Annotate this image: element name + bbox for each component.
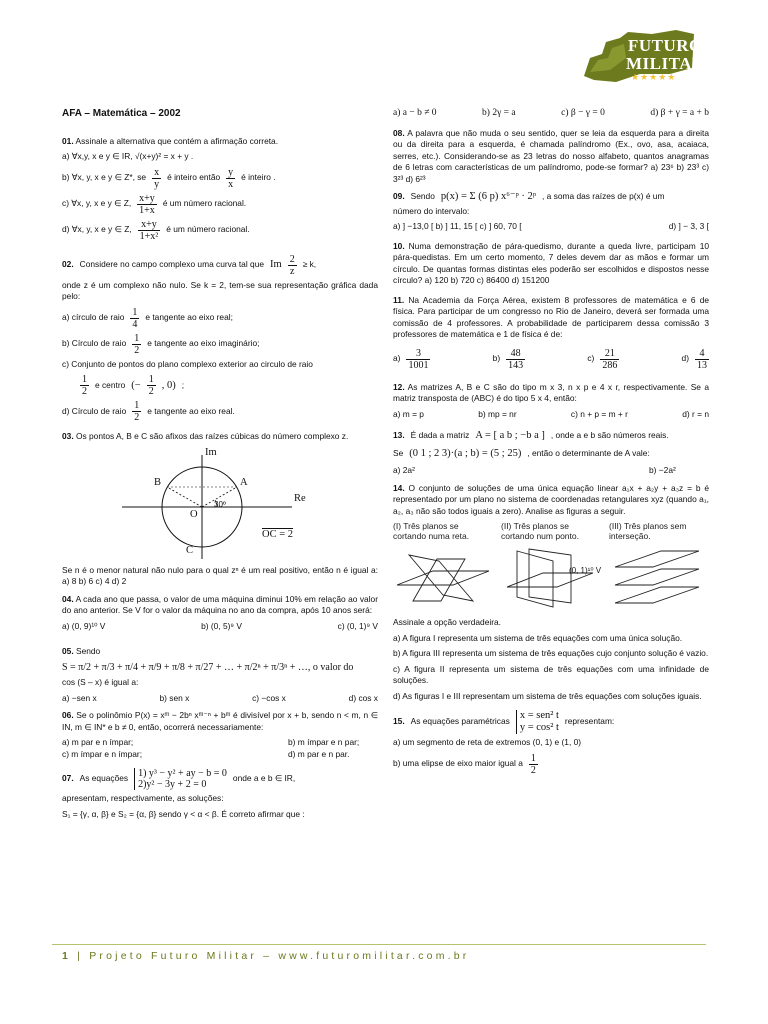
question-number: 02. — [62, 259, 74, 270]
question-text: Numa demonstração de pára-quedismo, durante a queda livre, participam 10 pára-quedistas. Em um certo momento, 7 deles devem dar as mãos e formar um círculo. De quantas formas distintas eles poderão ser escolhidos e dispostos nesse círculo? a) 120 b) 720 c) 86400 d) 151200 — [393, 240, 710, 285]
q02-stem-post: ≥ k, — [302, 259, 317, 270]
parametric-system — [516, 710, 559, 734]
fraction: $\frac{y}{x}$ — [228, 166, 234, 190]
fraction: $\frac{1}{2}$ — [134, 332, 140, 356]
footer-text: | Projeto Futuro Militar – www.futuromilitar.com.br — [77, 950, 470, 962]
fraction: $\frac{1}{4}$ — [132, 306, 138, 330]
question-text: As matrizes A, B e C são do tipo m x 3, n x p e 4 x r, respectivamente. Se a matriz transposta de (ABC) é do tipo 5 x 4, então: — [393, 381, 710, 403]
question-number: 12. — [393, 381, 405, 392]
q01-b-text: b) ∀x, y, x e y ∈ Z*, se — [62, 172, 147, 183]
question-06 — [62, 710, 378, 733]
planes-captions — [393, 521, 709, 541]
q07-stem-post: onde a e b ∈ IR, — [232, 773, 296, 784]
q07-option-b: b) 2γ = a — [482, 108, 516, 118]
question-stem: Considere no campo complexo uma curva tal que — [79, 259, 265, 270]
q02-option-c: c) Conjunto de pontos do plano complexo exterior ao circulo de raio — [62, 358, 313, 369]
question-number: 03. — [62, 431, 74, 441]
q11-options — [393, 345, 709, 374]
q05-option-a: a) −sen x — [62, 692, 97, 703]
question-stem: Os pontos A, B e C são afixos das raízes cúbicas do número complexo z. — [75, 431, 349, 441]
fraction: $\frac{x+y}{\text{1+x²}}$ — [139, 218, 159, 242]
q13-option-a: a) 2a² — [393, 465, 415, 475]
numerator: 3 — [406, 348, 430, 360]
numerator: 21 — [600, 348, 619, 360]
q06-option-d: d) m par e n par. — [288, 748, 350, 759]
denominator: 1001 — [408, 359, 429, 371]
fraction: $\frac{x}{y}$ — [154, 166, 160, 190]
q13-se: Se — [393, 447, 404, 458]
q02-d-text: d) Círculo de raio — [62, 405, 127, 416]
question-stem: As equações — [79, 773, 129, 784]
center-coords: (− — [131, 379, 141, 391]
q07-option-d: d) β + γ = a + b — [650, 108, 709, 118]
planes-figure — [393, 541, 709, 617]
q01-b-mid: é inteiro então — [167, 172, 221, 183]
q02-option-c-cont — [62, 374, 378, 397]
polynomial-expression: p(x) = Σ (6 p) x⁶⁻ᵖ · 2ᵖ — [440, 191, 537, 202]
q02-b-text: b) Círculo de raio — [62, 338, 127, 349]
q02-b-post: e tangente ao eixo imaginário; — [147, 338, 260, 349]
planes-svg — [393, 541, 709, 617]
q01-c-post: é um número racional. — [162, 198, 247, 209]
q04-option-b: b) (0, 5)⁹ V — [201, 620, 242, 631]
q14-ask: Assinale a opção verdadeira. — [393, 617, 502, 627]
point-c-label: C — [186, 544, 194, 556]
option-letter: d) — [681, 353, 689, 364]
question-10 — [393, 241, 709, 287]
q12-option-c: c) n + p = m + r — [570, 408, 628, 419]
question-03 — [62, 431, 378, 443]
q11-option-a — [393, 348, 430, 371]
page-number: 1 — [62, 950, 72, 962]
q15-option-a: a) um segmento de reta de extremos (0, 1) e (1, 0) — [393, 737, 582, 747]
question-stem: Sendo — [410, 191, 435, 201]
question-number: 05. — [62, 646, 74, 656]
question-01 — [62, 136, 378, 148]
question-number: 01. — [62, 135, 74, 146]
q11-option-b — [493, 348, 525, 371]
q01-option-a: a) ∀x,y, x e y ∈ IR, √(x+y)² = x + y . — [62, 151, 194, 161]
q06-option-b: b) m ímpar e n par; — [288, 737, 360, 747]
exam-header: AFA – Matemática – 2002 — [62, 108, 181, 119]
question-stem: Assinale a alternativa que contém a afirmação correta. — [75, 135, 279, 146]
q04-option-c: c) (0, 1)⁹ V — [337, 620, 378, 631]
fraction: $\frac{x+y}{1+x}$ — [139, 192, 155, 216]
q01-d-text: d) ∀x, y, x e y ∈ Z, — [62, 224, 132, 235]
q15-stem-post: representam: — [564, 716, 615, 727]
left-column — [62, 108, 378, 824]
q02-d-post: e tangente ao eixo real. — [147, 405, 235, 416]
q12-options — [393, 409, 709, 421]
q06-option-c: c) m ímpar e n ímpar; — [62, 748, 143, 759]
question-05 — [62, 646, 378, 658]
q14-option-b: b) A figura III representa um sistema de três equações cujo conjunto solução é vazio. — [393, 648, 709, 658]
q05-series: S = π/2 + π/3 + π/4 + π/9 + π/8 + π/27 + … + π/2ⁿ + π/3ⁿ + …, o valor do — [62, 661, 354, 673]
denominator: 143 — [508, 359, 524, 371]
angle-label: 30º — [214, 499, 226, 509]
question-11 — [393, 295, 709, 341]
question-number: 06. — [62, 710, 74, 720]
question-14 — [393, 483, 709, 518]
question-number: 13. — [393, 430, 405, 440]
caption-3: (III) Três planos sem interseção. — [609, 521, 687, 541]
fraction: $\frac{1}{2}$ — [148, 374, 154, 397]
q09-options — [393, 221, 709, 233]
q01-option-b — [62, 167, 378, 190]
fraction: $\frac{1}{2}$ — [82, 374, 87, 397]
question-08 — [393, 128, 709, 186]
point-b-label: B — [154, 476, 162, 488]
q02-option-d — [62, 400, 378, 423]
q02-c-mid: e centro — [95, 379, 126, 390]
overlay-text: (0, 1)¹⁰ V — [569, 566, 602, 575]
q06-option-a: a) m par e n ímpar; — [62, 737, 134, 747]
q01-d-post: é um número racional. — [166, 224, 250, 235]
q02-stem2: onde z é um complexo não nulo. Se k = 2, tem-se sua representação gráfica dada pelo: — [62, 279, 378, 301]
logo-text-militar: MILITAR — [626, 54, 705, 73]
caption-2: (II) Três planos se cortando num ponto. — [501, 521, 579, 541]
q05-option-d: d) cos x — [348, 692, 378, 703]
q07-stem2: apresentam, respectivamente, as soluções: — [62, 793, 224, 803]
q05-option-c: c) −cos x — [252, 692, 286, 703]
q09-stem-post: , a soma das raízes de p(x) é um — [542, 191, 665, 201]
q01-option-c — [62, 193, 378, 216]
im-expression: Im — [270, 259, 282, 271]
q15-option-b — [393, 753, 709, 776]
q04-option-a: a) (0, 9)¹⁰ V — [62, 620, 106, 631]
equation-1: 1) y³ − y² + ay − b = 0 — [138, 768, 227, 779]
q15-b-text: b) uma elipse de eixo maior igual a — [393, 758, 523, 769]
question-09 — [393, 191, 709, 203]
im-axis-label: Im — [205, 446, 217, 458]
question-stem: Se o polinômio P(x) = xᵐ − 2bⁿ xᵐ⁻ⁿ + bᵐ é divisível por x + b, sendo n < m, n ∈ IN, m ∈ IN* e b ≠ 0, então, ocorrerá necessariamente: — [62, 710, 379, 732]
question-number: 08. — [393, 127, 405, 138]
fraction: $\frac{1}{2}$ — [134, 400, 140, 423]
option-letter: a) — [393, 353, 401, 364]
question-number: 11. — [393, 294, 405, 305]
question-02 — [62, 254, 378, 277]
q09-options-abc: a) ] −13,0 [ b) ] 11, 15 [ c) ] 60, 70 [ — [393, 221, 522, 231]
q06-options-cd — [62, 749, 378, 761]
oc-length-label: OC = 2 — [262, 528, 294, 540]
q13-option-b: b) −2a² — [649, 465, 676, 475]
option-letter: c) — [587, 353, 595, 364]
footer — [62, 950, 470, 962]
matrix-a: A = [ a b ; −b a ] — [475, 430, 545, 441]
q12-option-d: d) r = n — [682, 408, 709, 419]
re-axis-label: Re — [294, 492, 306, 504]
q07-option-a: a) a − b ≠ 0 — [393, 108, 437, 118]
equation-system — [134, 768, 227, 790]
caption-1: (I) Três planos se cortando numa reta. — [393, 521, 470, 541]
logo-stars: ★★★★★ — [631, 72, 677, 82]
denominator: 13 — [697, 359, 707, 371]
q09-stem2: número do intervalo: — [393, 205, 470, 216]
q12-option-a: a) m = p — [393, 408, 424, 419]
question-text: Na Academia da Força Aérea, existem 8 professores de matemática e 6 de física. Para participar de um congresso no Rio de Janeiro, deverá ser formada uma comissão de 4 professores. A probabilidade de participarem dessa comissão 3 professores de matemática e 1 de física é de: — [393, 294, 710, 339]
question-number: 10. — [393, 240, 405, 251]
question-04 — [62, 594, 378, 617]
q13-options — [393, 465, 709, 477]
q04-options — [62, 621, 378, 633]
question-number: 04. — [62, 593, 74, 604]
point-a-label: A — [240, 476, 248, 488]
fraction: $\frac{2}{z}$ — [289, 253, 295, 277]
q13-condition — [393, 448, 709, 460]
q02-a-post: e tangente ao eixo real; — [145, 312, 233, 323]
question-07 — [62, 768, 378, 790]
q05-option-b: b) sen x — [159, 692, 190, 703]
q07-options — [393, 108, 709, 120]
q07-stem3: S₁ = {γ, α, β} e S₂ = {α, β} sendo γ < α < β. É correto afirmar que : — [62, 808, 305, 819]
q12-option-b: b) mp = nr — [478, 408, 517, 419]
question-stem: É dada a matriz — [410, 430, 470, 440]
question-12 — [393, 382, 709, 405]
q02-option-b — [62, 333, 378, 356]
question-number: 14. — [393, 482, 405, 493]
denominator: 286 — [602, 359, 618, 371]
q02-a-text: a) círculo de raio — [62, 312, 125, 323]
question-number: 15. — [393, 716, 405, 727]
logo-text-futuro: FUTURO — [628, 36, 703, 55]
q07-option-c: c) β − γ = 0 — [561, 108, 605, 118]
numerator: 48 — [506, 348, 525, 360]
numerator: 4 — [695, 348, 709, 360]
question-stem: Sendo — [75, 646, 101, 656]
q14-option-a: a) A figura I representa um sistema de três equações com uma única solução. — [393, 632, 683, 643]
equation-2: 2)y² − 3y + 2 = 0 — [138, 779, 207, 790]
q14-option-c: c) A figura II representa um sistema de três equações com uma infinidade de soluções. — [393, 663, 709, 685]
q13-se-post: , então o determinante de A vale: — [527, 447, 650, 458]
q01-c-text: c) ∀x, y, x e y ∈ Z, — [62, 198, 132, 209]
fraction: $\frac{1}{2}$ — [530, 752, 536, 776]
question-number: 07. — [62, 773, 74, 784]
q11-option-d — [682, 348, 709, 371]
complex-plane-figure — [62, 447, 378, 565]
q01-b-post: é inteiro . — [241, 172, 276, 183]
q02-c-post: ; — [181, 379, 185, 390]
question-13 — [393, 430, 709, 442]
origin-label: O — [190, 508, 198, 520]
q01-option-d — [62, 219, 378, 242]
question-number: 09. — [393, 191, 405, 201]
q14-option-d: d) As figuras I e III representam um sistema de três equações com soluções iguais. — [393, 690, 702, 701]
q05-options — [62, 693, 378, 705]
q13-stem-post: , onde a e b são números reais. — [550, 430, 669, 440]
right-column — [393, 108, 709, 779]
matrix-equation: (0 1 ; 2 3)·(a ; b) = (5 ; 25) — [409, 447, 522, 459]
q06-options-ab — [62, 737, 378, 749]
question-15 — [393, 710, 709, 734]
q02-option-a — [62, 307, 378, 330]
question-stem: As equações paramétricas — [410, 716, 510, 727]
question-stem: A cada ano que passa, o valor de uma máquina diminui 10% em relação ao valor do ano anterior. Se V for o valor da máquina no ano da compra, após 10 anos será: — [62, 593, 378, 615]
q11-option-c — [587, 348, 619, 371]
q03-after: Se n é o menor natural não nulo para o qual zⁿ é um real positivo, então n é igual a: a) 8 b) 6 c) 4 d) 2 — [62, 564, 378, 586]
footer-divider — [52, 944, 706, 945]
q09-option-d: d) ] − 3, 3 [ — [668, 221, 709, 231]
option-letter: b) — [492, 353, 501, 364]
equation-1: x = sen² t — [519, 710, 559, 721]
question-text: O conjunto de soluções de uma única equação linear a₁x + a₂y + a₃z = b é representado por um plano no sistema de coordenadas retangulares xyz (quando a₁, a₂, a₃ não são todos iguais a zero). Analise as figuras a seguir. — [393, 482, 709, 516]
question-text: A palavra que não muda o seu sentido, quer se leia da esquerda para a direita ou da direita para a esquerda, é chamada palíndromo (Ex., ovo, asa, acaiaca, serres, etc.). Considerando-se as 23 letras do nosso alfabeto, quantos anagramas de 6 letras com características de um palíndromo, pode-se formar? a) 23⁶ b) 23³ c) 3²³ d) 6²³ — [393, 127, 709, 184]
equation-2: y = cos² t — [519, 722, 559, 733]
center-coords-end: , 0) — [161, 379, 176, 391]
q05-stem2: cos (S – x) é igual a: — [62, 677, 139, 687]
